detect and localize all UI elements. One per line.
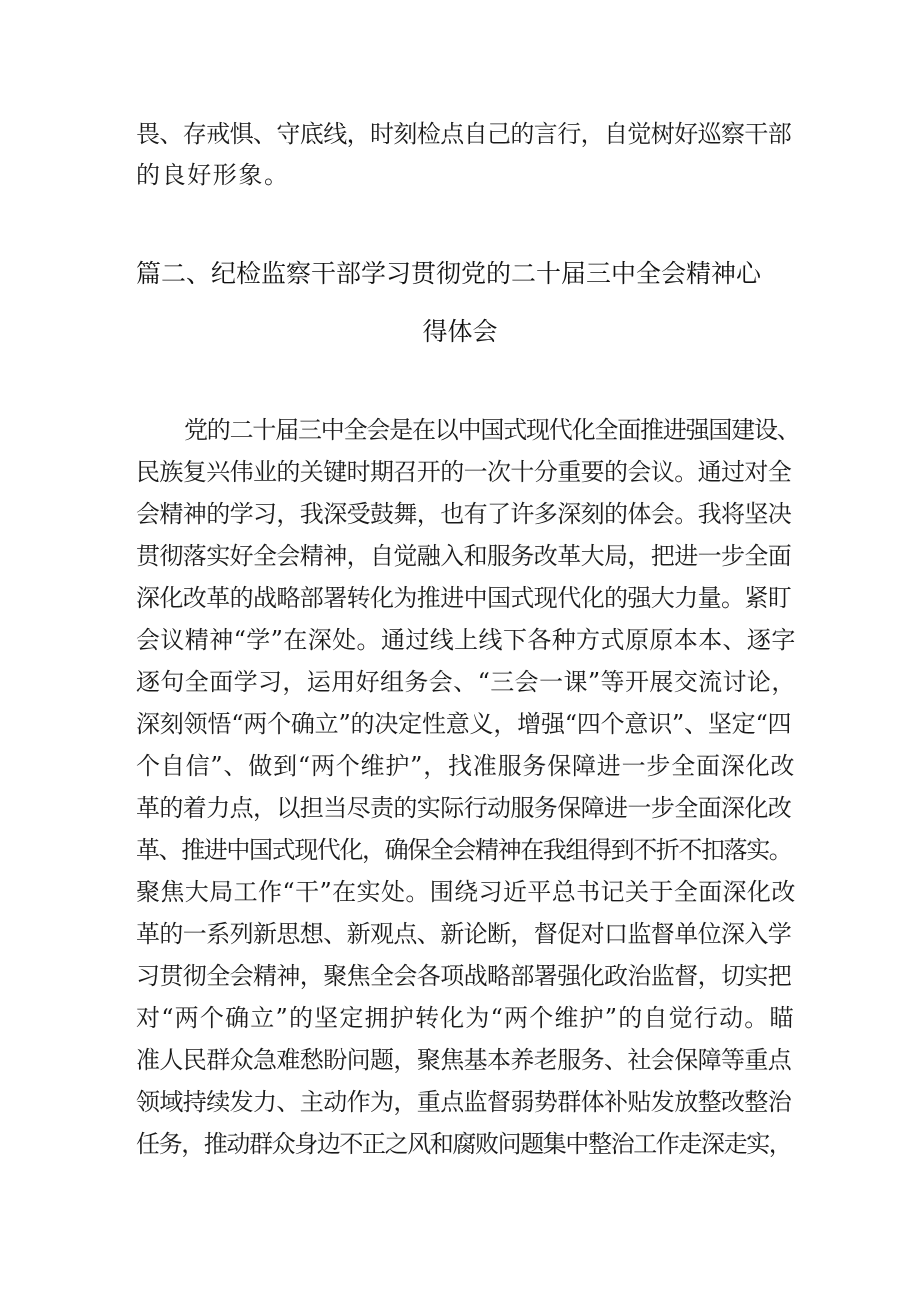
section-title-continuation: 得体会 — [422, 317, 498, 346]
body-line: 逐句全面学习，运用好组务会、“三会一课”等开展交流讨论， — [136, 668, 796, 696]
body-line: 领域持续发力、主动作为，重点监督弱势群体补贴发放整改整治 — [136, 1088, 792, 1116]
body-line: 个自信”、做到“两个维护”，找准服务保障进一步全面深化改 — [136, 752, 796, 780]
body-line: 习贯彻全会精神，聚焦全会各项战略部署强化政治监督，切实把 — [136, 962, 792, 990]
body-line: 贯彻落实好全会精神，自觉融入和服务改革大局，把进一步全面 — [136, 542, 792, 570]
body-line: 民族复兴伟业的关键时期召开的一次十分重要的会议。通过对全 — [136, 458, 792, 486]
body-line: 革的着力点，以担当尽责的实际行动服务保障进一步全面深化改 — [136, 794, 792, 822]
body-line: 会精神的学习，我深受鼓舞，也有了许多深刻的体会。我将坚决 — [136, 500, 792, 528]
section-title: 篇二、纪检监察干部学习贯彻党的二十届三中全会精神心 — [136, 259, 762, 288]
body-line: 会议精神“学”在深处。通过线上线下各种方式原原本本、逐字 — [136, 626, 796, 654]
body-line: 深化改革的战略部署转化为推进中国式现代化的强大力量。紧盯 — [136, 584, 792, 612]
body-line: 聚焦大局工作“干”在实处。围绕习近平总书记关于全面深化改 — [136, 878, 796, 906]
body-line: 党的二十届三中全会是在以中国式现代化全面推进强国建设、 — [184, 416, 800, 444]
body-line: 准人民群众急难愁盼问题，聚焦基本养老服务、社会保障等重点 — [136, 1046, 792, 1074]
body-line: 任务，推动群众身边不正之风和腐败问题集中整治工作走深走实， — [136, 1130, 792, 1158]
body-line: 革、推进中国式现代化，确保全会精神在我组得到不折不扣落实。 — [136, 836, 792, 864]
paragraph-line: 的良好形象。 — [136, 161, 290, 189]
paragraph-line: 畏、存戒惧、守底线，时刻检点自己的言行，自觉树好巡察干部 — [136, 120, 792, 148]
body-line: 深刻领悟“两个确立”的决定性意义，增强“四个意识”、坚定“四 — [136, 710, 792, 738]
body-line: 对“两个确立”的坚定拥护转化为“两个维护”的自觉行动。瞄 — [136, 1004, 795, 1032]
body-line: 革的一系列新思想、新观点、新论断，督促对口监督单位深入学 — [136, 920, 792, 948]
